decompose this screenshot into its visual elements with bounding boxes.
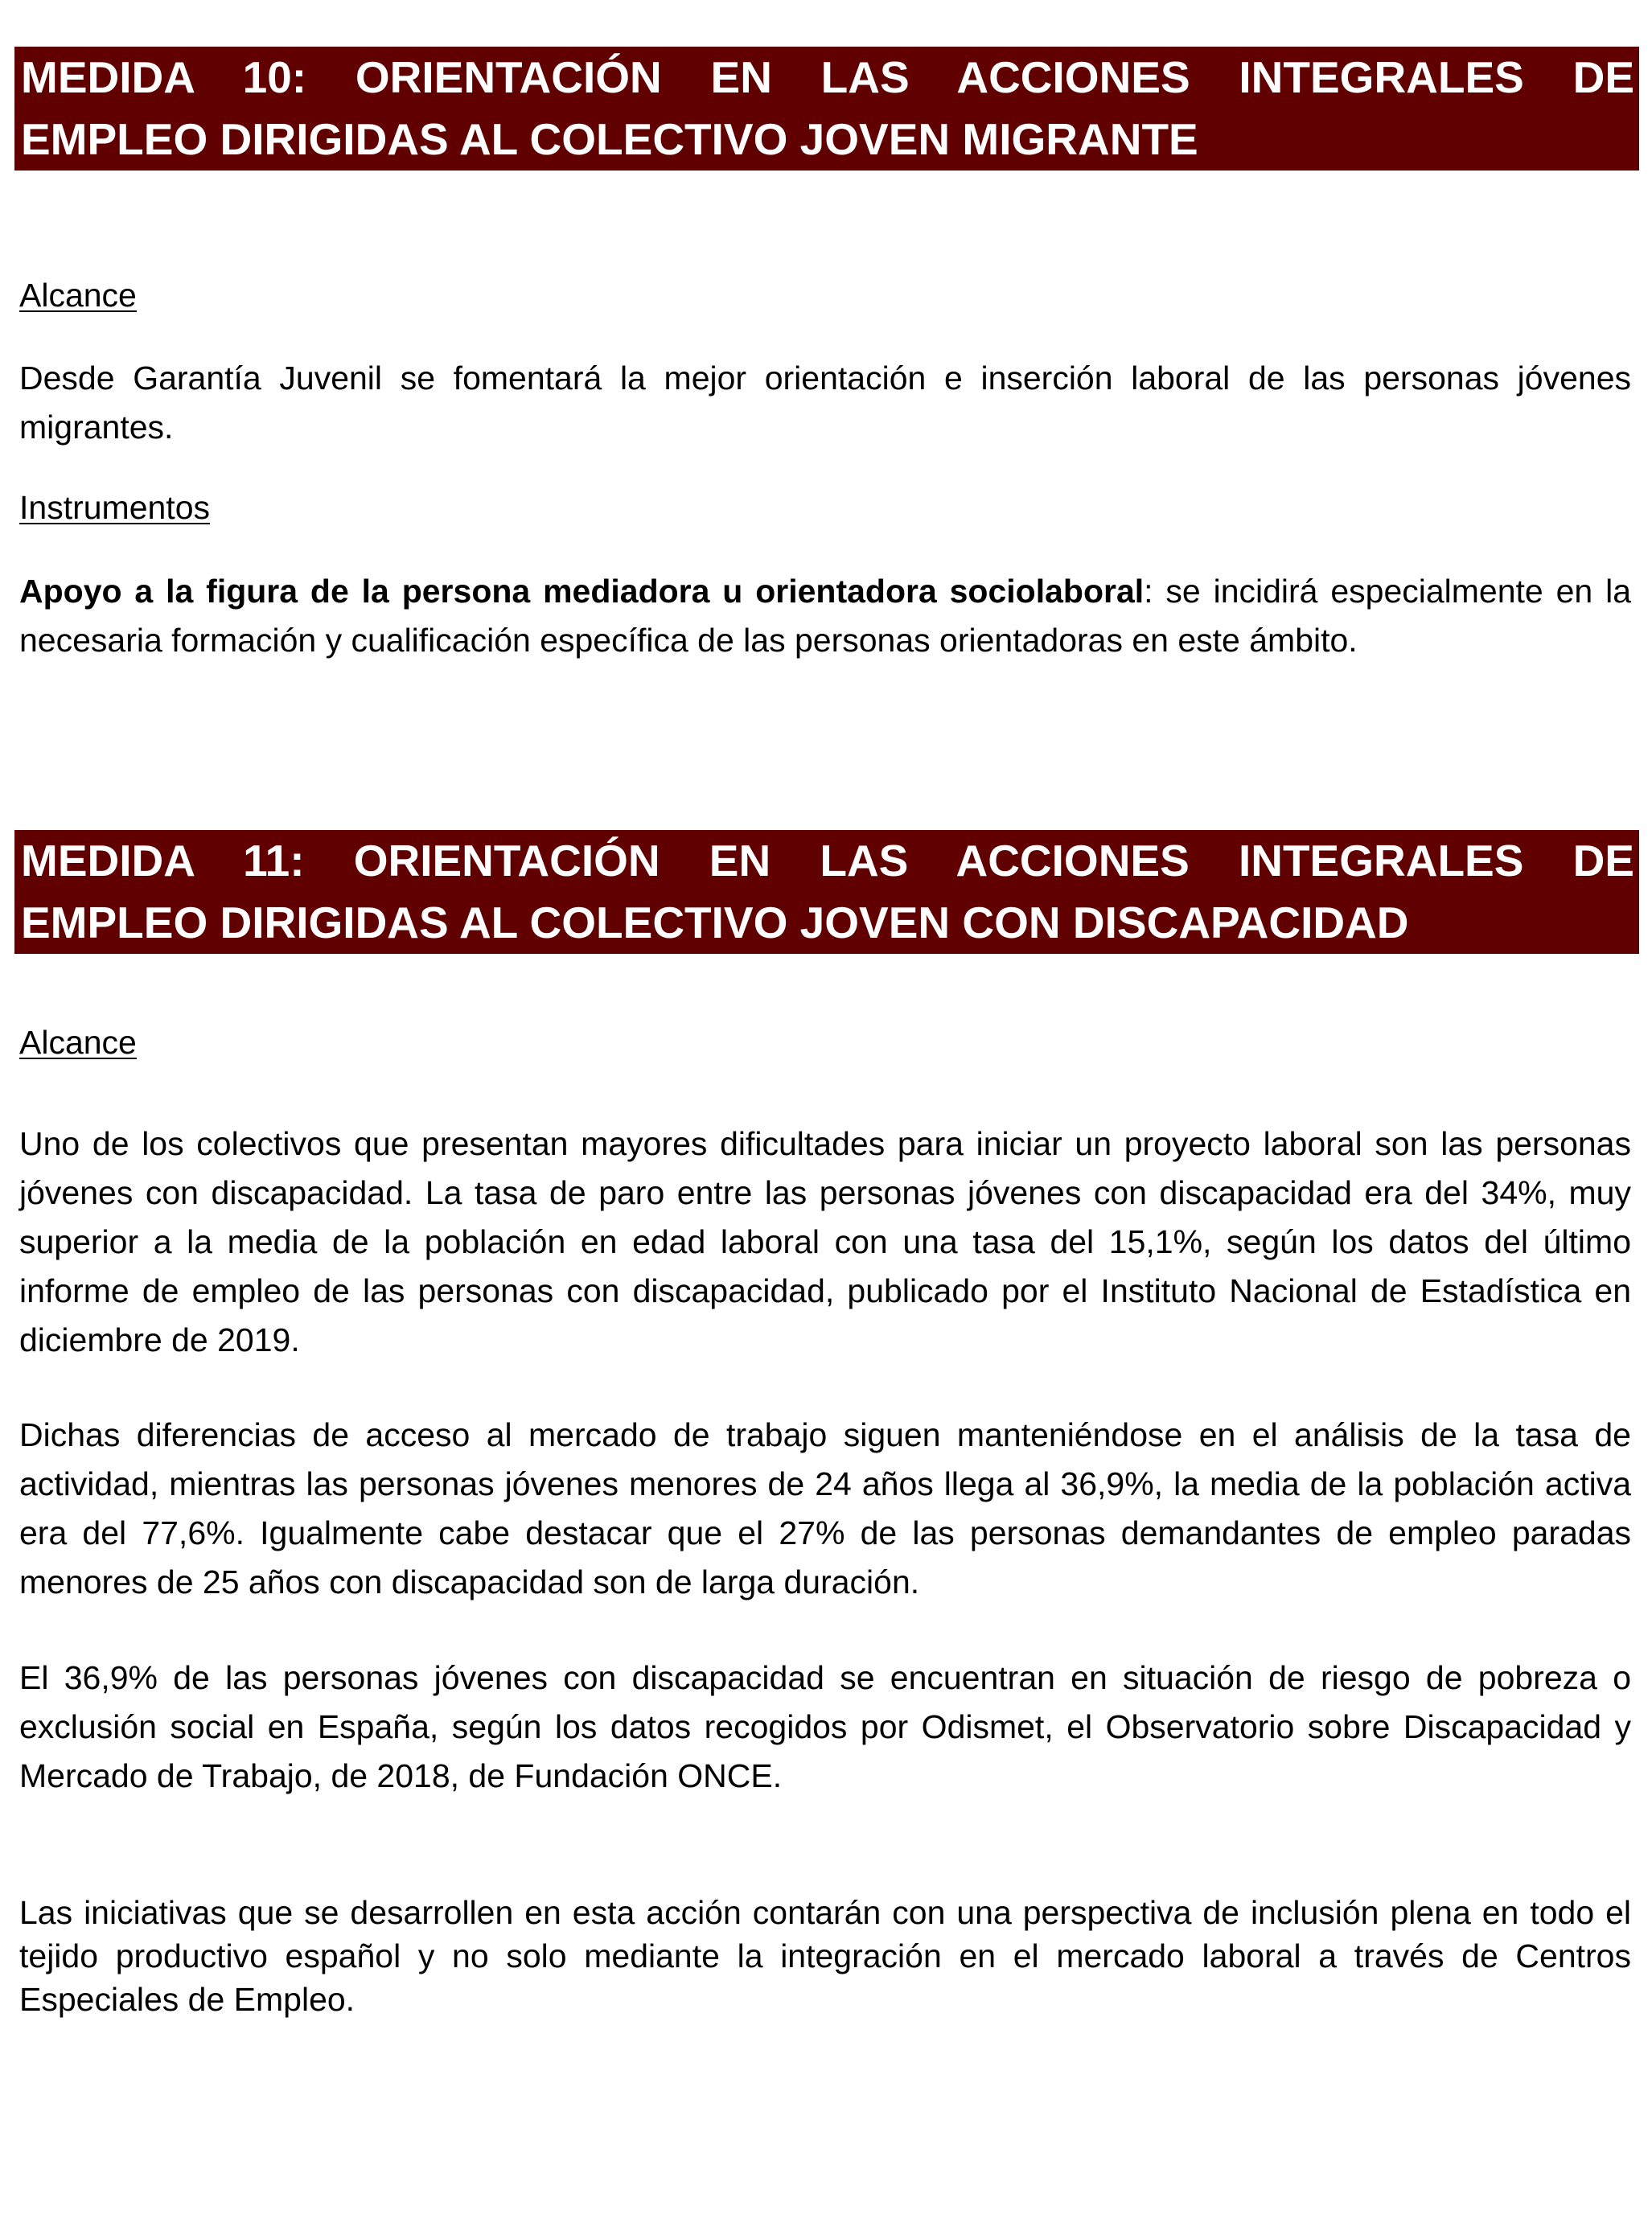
measure-10-title-line-2: EMPLEO DIRIGIDAS AL COLECTIVO JOVEN MIGRANTE [21, 114, 1198, 164]
measure-10-instrument-title: Apoyo a la figura de la persona mediadora u orientadora sociolaboral [19, 573, 1144, 610]
measure-11-paragraph-4: Las iniciativas que se desarrollen en esta acción contarán con una perspectiva de inclusión plena en todo el tejido productivo español y no solo mediante la integración en el mercado laboral a través de Centros Especiales de Empleo. [19, 1894, 1631, 2018]
measure-11-title-line-1: MEDIDA 11: ORIENTACIÓN EN LAS ACCIONES INTEGRALES DE [21, 836, 1634, 885]
measure-10-heading [14, 47, 1639, 171]
measure-11-title-line-2: EMPLEO DIRIGIDAS AL COLECTIVO JOVEN CON DISCAPACIDAD [21, 898, 1409, 947]
measure-11-paragraph-1: Uno de los colectivos que presentan mayores dificultades para iniciar un proyecto laboral son las personas jóvenes con discapacidad. La tasa de paro entre las personas jóvenes con discapacidad era del 34%, muy superior a la media de la población en edad laboral con una tasa del 15,1%, según los datos del último informe de empleo de las personas con discapacidad, publicado por el Instituto Nacional de Estadística en diciembre de 2019. [19, 1125, 1631, 1358]
measure-11-paragraph-3: El 36,9% de las personas jóvenes con discapacidad se encuentran en situación de riesgo de pobreza o exclusión social en España, según los datos recogidos por Odismet, el Observatorio sobre Discapacidad y Mercado de Trabajo, de 2018, de Fundación ONCE. [19, 1659, 1631, 1794]
measure-10-scope-text: Desde Garantía Juvenil se fomentará la mejor orientación e inserción laboral de las personas jóvenes migrantes. [19, 360, 1631, 446]
measure-10-title [21, 47, 1634, 171]
measure-10-instrument-text: : se incidirá especialmente en la necesaria formación y cualificación específica de las personas orientadoras en este ámbito. [19, 573, 1631, 659]
measure-11-paragraph-2: Dichas diferencias de acceso al mercado de trabajo siguen manteniéndose en el análisis de la tasa de actividad, mientras las personas jóvenes menores de 24 años llega al 36,9%, la media de la población activa era del 77,6%. Igualmente cabe destacar que el 27% de las personas demandantes de empleo paradas menores de 25 años con discapacidad son de larga duración. [19, 1416, 1631, 1600]
measure-10-scope-label: Alcance [19, 277, 137, 314]
measure-10-title-line-1: MEDIDA 10: ORIENTACIÓN EN LAS ACCIONES INTEGRALES DE [21, 52, 1634, 102]
measure-11-title [21, 830, 1634, 954]
measure-10-instrument-paragraph [19, 567, 1631, 665]
measure-11-heading [14, 830, 1639, 954]
measure-10-instruments-label: Instrumentos [19, 489, 210, 526]
measure-11-scope-label: Alcance [19, 1024, 137, 1061]
